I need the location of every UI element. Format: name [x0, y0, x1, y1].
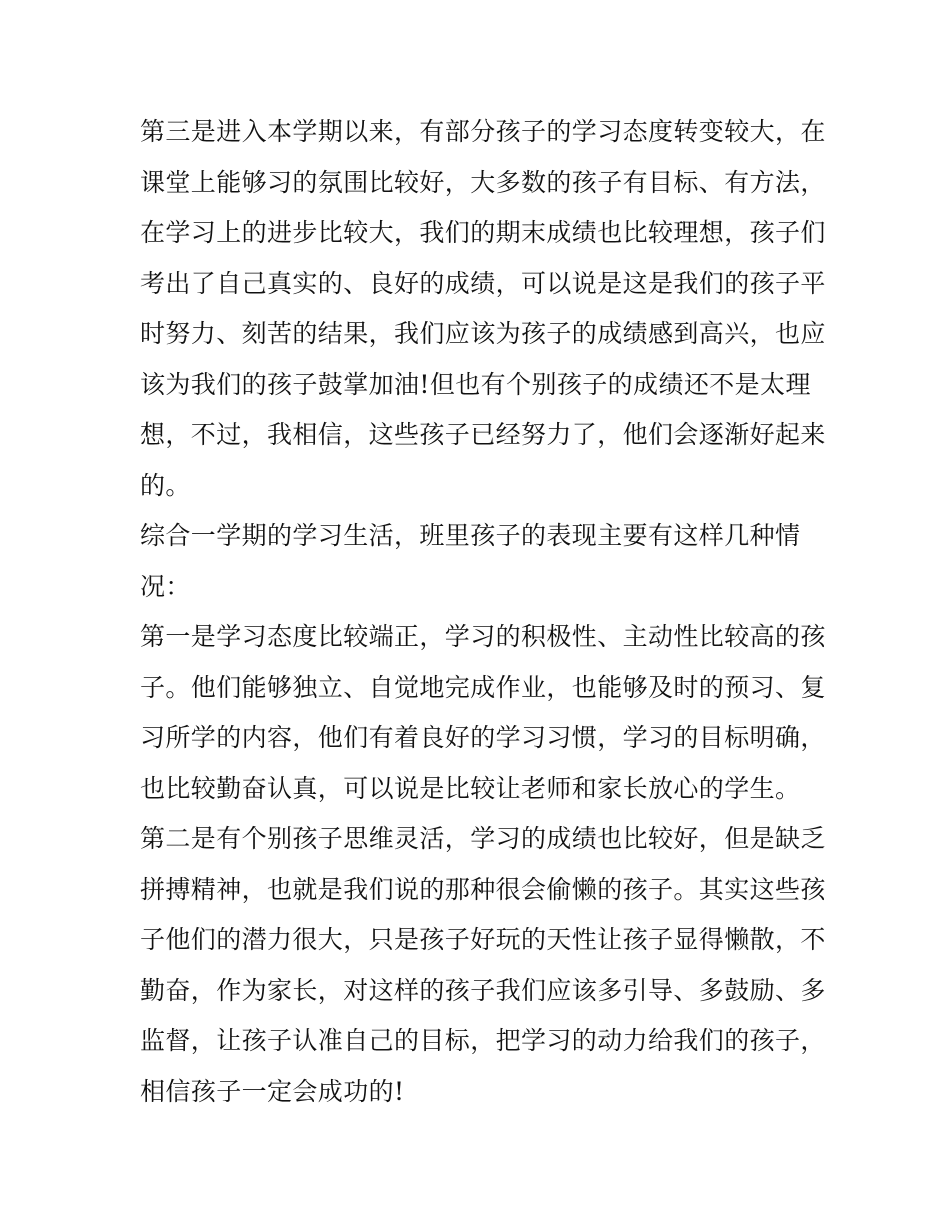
text-line: 也比较勤奋认真，可以说是比较让老师和家长放心的学生。 [140, 773, 801, 803]
text-line: 课堂上能够习的氛围比较好，大多数的孩子有目标、有方法， [140, 167, 826, 197]
text-line: 监督，让孩子认准自己的目标，把学习的动力给我们的孩子， [140, 1026, 826, 1055]
text-line: 勤奋，作为家长，对这样的孩子我们应该多引导、多鼓励、多 [140, 975, 826, 1005]
text-line: 在学习上的进步比较大，我们的期末成绩也比较理想，孩子们 [140, 218, 826, 247]
text-line: 时努力、刻苦的结果，我们应该为孩子的成绩感到高兴，也应 [140, 319, 826, 348]
text-line: 想，不过，我相信，这些孩子已经努力了，他们会逐渐好起来 [140, 420, 826, 449]
text-line: 子他们的潜力很大，只是孩子好玩的天性让孩子显得懒散，不 [140, 925, 826, 954]
text-line: 第一是学习态度比较端正，学习的积极性、主动性比较高的孩 [140, 622, 826, 651]
text-line: 第三是进入本学期以来，有部分孩子的学习态度转变较大，在 [140, 117, 826, 146]
body-text [140, 107, 826, 1117]
text-line: 的。 [140, 470, 191, 500]
text-line: 习所学的内容，他们有着良好的学习习惯，学习的目标明确， [140, 723, 826, 752]
text-line: 子。他们能够独立、自觉地完成作业，也能够及时的预习、复 [140, 672, 826, 702]
text-line: 相信孩子一定会成功的! [140, 1076, 405, 1106]
text-line: 拼搏精神，也就是我们说的那种很会偷懒的孩子。其实这些孩 [140, 874, 826, 904]
text-line: 第二是有个别孩子思维灵活，学习的成绩也比较好，但是缺乏 [140, 824, 826, 853]
text-line: 考出了自己真实的、良好的成绩，可以说是这是我们的孩子平 [140, 268, 826, 298]
text-line: 该为我们的孩子鼓掌加油!但也有个别孩子的成绩还不是太理 [140, 369, 811, 399]
text-line: 况： [140, 571, 191, 601]
text-line: 综合一学期的学习生活，班里孩子的表现主要有这样几种情 [140, 521, 801, 550]
